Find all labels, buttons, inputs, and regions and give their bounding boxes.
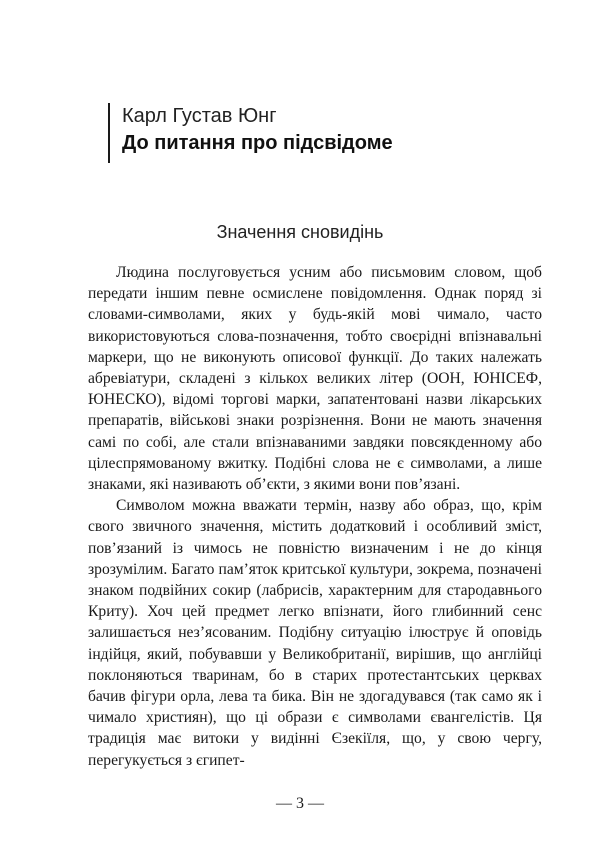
author-name: Карл Густав Юнг	[122, 105, 277, 127]
chapter-title: До питання про підсвідоме	[122, 132, 393, 154]
chapter-header	[108, 103, 393, 163]
paragraph-2: Символом можна вважати термін, назву або образ, що, крім свого звичного значення, містить додатковий і особливий зміст, пов’язаний із чимось не повністю визначеним і не до кінця зрозумілим. Багато пам’яток критської культури, зокрема, позначені знаком подвійних сокир (лабрисів, характерним для стародавнього Криту). Хоч цей предмет легко впізнати, його глибинний сенс залишається нез’ясованим. Подібну ситуацію ілюструє й оповідь індійця, який, побувавши у Великобританії, вирішив, що англійці поклоняються тваринам, бо в старих протестантських церквах бачив фігури орла, лева та бика. Він не здогадувався (так само як і чимало християн), що ці образи є символами євангелістів. Ця традиція має витоки у видінні Єзекіїля, що, у свою чергу, перегукується з єгипет-	[88, 497, 542, 769]
paragraph-1: Людина послуговується усним або письмовим словом, щоб передати іншим певне осмислене повідомлення. Однак поряд зі словами-символами, яких у будь-якій мові чимало, часто використовуються слова-позначення, тобто своєрідні впізнавальні маркери, що не виконують описової функції. До таких належать абревіатури, складені з кількох великих літер (ООН, ЮНІСЕФ, ЮНЕСКО), відомі торгові марки, запатентовані назви лікарських препаратів, військові знаки розрізнення. Вони не мають значення самі по собі, але стали впізнаваними завдяки повсякденному або цілеспрямованому вжитку. Подібні слова не є символами, а лише знаками, які називають об’єкти, з якими вони пов’язані.	[88, 264, 542, 494]
body-text	[88, 262, 542, 771]
page-number: — 3 —	[276, 795, 324, 812]
section-heading: Значення сновидінь	[216, 222, 384, 242]
